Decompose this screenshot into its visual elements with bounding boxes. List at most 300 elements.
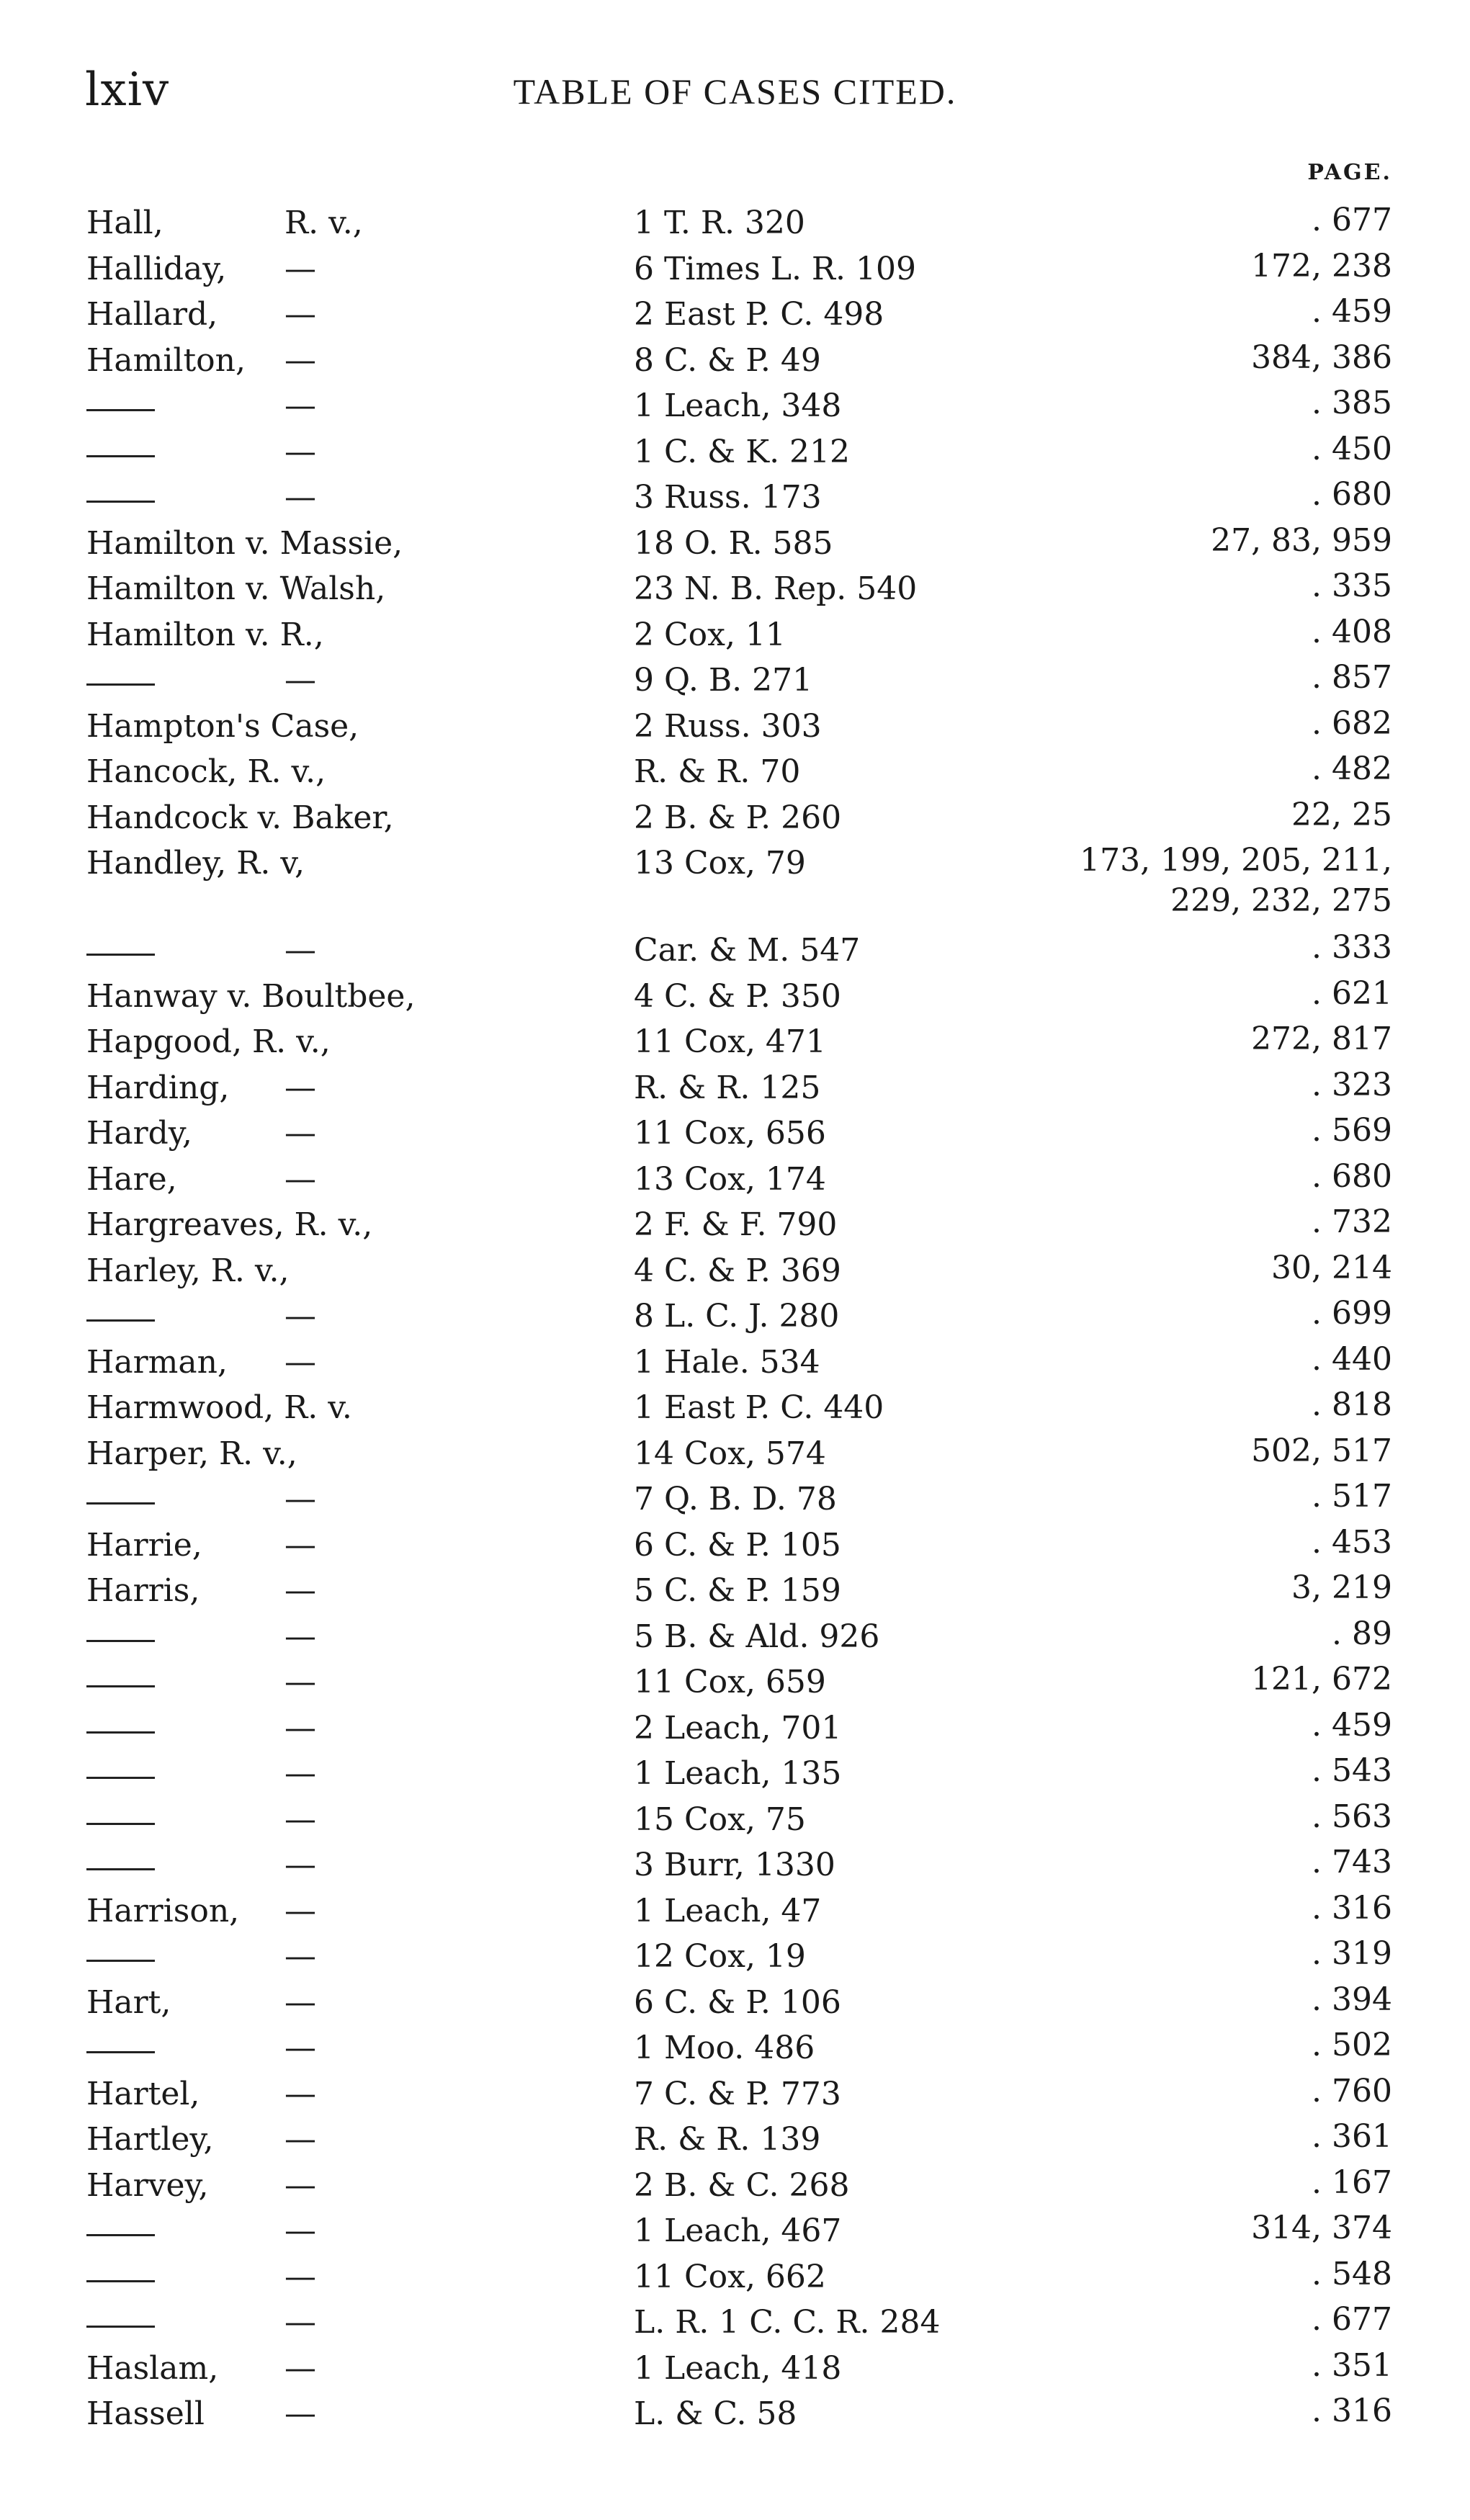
case-name: Hamilton v. Massie, bbox=[86, 524, 403, 562]
case-party-ditto: — bbox=[284, 1298, 316, 1335]
page-numbers bbox=[960, 1065, 1392, 1106]
citation: 2 Russ. 303 bbox=[634, 707, 822, 745]
case-name-cell bbox=[86, 2300, 648, 2346]
table-row bbox=[0, 292, 1470, 338]
case-name: Hamilton v. Walsh, bbox=[86, 570, 386, 607]
table-row bbox=[0, 1705, 1470, 1752]
citation: 5 C. & P. 159 bbox=[634, 1572, 841, 1609]
table-row bbox=[0, 2071, 1470, 2117]
case-name: Harmwood, R. v. bbox=[86, 1389, 352, 1426]
ditto-rule bbox=[86, 1731, 155, 1734]
table-row bbox=[0, 2300, 1470, 2346]
citation: 2 B. & C. 268 bbox=[634, 2166, 850, 2204]
case-name: Handley, R. v, bbox=[86, 845, 305, 882]
page-numbers-line: . 502 bbox=[1312, 2027, 1392, 2063]
table-row bbox=[0, 1340, 1470, 1386]
case-name-cell bbox=[86, 2071, 648, 2117]
page-numbers-line: 22, 25 bbox=[1291, 796, 1392, 833]
case-party-ditto: — bbox=[284, 433, 316, 470]
case-name-cell bbox=[86, 1934, 648, 1980]
page-numbers bbox=[960, 2300, 1392, 2340]
case-name-cell bbox=[86, 1111, 648, 1157]
page-numbers bbox=[960, 338, 1392, 378]
page-numbers-line: . 316 bbox=[1312, 1889, 1392, 1927]
case-name-cell bbox=[86, 795, 648, 841]
ditto-rule bbox=[86, 501, 155, 503]
table-row bbox=[0, 658, 1470, 704]
ditto-rule bbox=[86, 2234, 155, 2236]
page-numbers-line: . 333 bbox=[1312, 929, 1392, 966]
case-party-ditto: — bbox=[284, 341, 316, 379]
case-party-ditto: — bbox=[284, 1115, 316, 1152]
table-row bbox=[0, 2025, 1470, 2071]
case-table bbox=[0, 200, 1470, 2437]
case-party-ditto: — bbox=[284, 1526, 316, 1564]
case-party-ditto: — bbox=[284, 1755, 316, 1792]
ditto-rule bbox=[86, 1685, 155, 1687]
page-numbers bbox=[960, 2025, 1392, 2066]
case-name-cell bbox=[86, 1523, 648, 1569]
citation: 2 Cox, 11 bbox=[634, 616, 786, 653]
case-name-cell bbox=[86, 612, 648, 658]
page-numbers-line: . 89 bbox=[1332, 1615, 1392, 1652]
citation: 13 Cox, 79 bbox=[634, 845, 806, 882]
case-name: Handcock v. Baker, bbox=[86, 799, 394, 836]
citation: 11 Cox, 656 bbox=[634, 1115, 826, 1152]
citation: 1 T. R. 320 bbox=[634, 205, 805, 241]
table-row bbox=[0, 1293, 1470, 1340]
case-party-ditto: — bbox=[284, 1892, 316, 1929]
citation: 6 C. & P. 106 bbox=[634, 1983, 841, 2021]
citation: 7 C. & P. 773 bbox=[634, 2075, 841, 2112]
table-row bbox=[0, 2163, 1470, 2209]
citation: 13 Cox, 174 bbox=[634, 1160, 826, 1198]
page-numbers-line: 121, 672 bbox=[1251, 1661, 1392, 1698]
case-party-ditto: — bbox=[284, 387, 316, 424]
page-numbers bbox=[960, 2391, 1392, 2431]
page-numbers-line: 27, 83, 959 bbox=[1211, 521, 1392, 559]
page-numbers-line: . 316 bbox=[1312, 2393, 1392, 2429]
case-name-cell bbox=[86, 1019, 648, 1065]
case-party-ditto: — bbox=[284, 2349, 316, 2387]
ditto-rule bbox=[86, 1823, 155, 1825]
page-numbers bbox=[960, 704, 1392, 744]
citation: 1 Leach, 135 bbox=[634, 1755, 842, 1792]
page-numbers bbox=[960, 1202, 1392, 1242]
citation: 23 N. B. Rep. 540 bbox=[634, 570, 918, 607]
page-numbers bbox=[960, 1705, 1392, 1746]
citation: 8 L. C. J. 280 bbox=[634, 1298, 840, 1335]
citation: 1 C. & K. 212 bbox=[634, 433, 851, 470]
page-numbers bbox=[960, 1934, 1392, 1974]
case-name-cell bbox=[86, 1614, 648, 1660]
case-name: Hallard, bbox=[86, 296, 218, 333]
case-name: Harvey, bbox=[86, 2166, 209, 2204]
citation: 2 East P. C. 498 bbox=[634, 296, 884, 333]
page-numbers-line: . 517 bbox=[1312, 1478, 1392, 1515]
page-numbers bbox=[960, 658, 1392, 698]
case-name-cell bbox=[86, 2117, 648, 2163]
page-numbers-line: . 335 bbox=[1312, 568, 1392, 604]
page-numbers-line: 502, 517 bbox=[1251, 1432, 1392, 1469]
case-name-cell bbox=[86, 658, 648, 704]
case-party-ditto: — bbox=[284, 1160, 316, 1198]
ditto-rule bbox=[86, 683, 155, 686]
page-numbers bbox=[960, 2208, 1392, 2248]
case-party-ditto: — bbox=[284, 1481, 316, 1517]
page-numbers-line: . 818 bbox=[1312, 1386, 1392, 1423]
case-name-cell bbox=[86, 1659, 648, 1705]
citation: 3 Burr, 1330 bbox=[634, 1847, 835, 1883]
citation: 2 F. & F. 790 bbox=[634, 1206, 838, 1243]
page-numbers-line: . 760 bbox=[1312, 2072, 1392, 2109]
page-numbers bbox=[960, 1888, 1392, 1929]
case-name-cell bbox=[86, 1476, 648, 1523]
case-name: Hartley, bbox=[86, 2121, 214, 2158]
table-row bbox=[0, 1431, 1470, 1477]
case-name: Hare, bbox=[86, 1160, 177, 1198]
page-numbers bbox=[960, 1157, 1392, 1197]
case-name-cell bbox=[86, 2391, 648, 2437]
page-numbers bbox=[960, 612, 1392, 653]
case-party-ditto: — bbox=[284, 2030, 316, 2066]
case-name-cell bbox=[86, 1157, 648, 1203]
case-name-cell bbox=[86, 566, 648, 612]
case-name-cell bbox=[86, 200, 648, 246]
page-column-header: PAGE. bbox=[1307, 160, 1392, 185]
case-name: Hassell bbox=[86, 2395, 205, 2432]
table-row bbox=[0, 2208, 1470, 2254]
page-numbers-line: . 569 bbox=[1312, 1112, 1392, 1149]
case-party-ditto: — bbox=[284, 1664, 316, 1700]
page-numbers-line: 229, 232, 275 bbox=[1170, 882, 1392, 919]
page-numbers bbox=[960, 1111, 1392, 1151]
case-party-ditto: — bbox=[284, 1618, 316, 1655]
case-party-ditto: — bbox=[284, 1069, 316, 1106]
page-numbers bbox=[960, 1751, 1392, 1791]
case-name-cell bbox=[86, 1248, 648, 1294]
table-row bbox=[0, 1980, 1470, 2026]
table-row bbox=[0, 1248, 1470, 1294]
case-name: Hamilton, bbox=[86, 341, 246, 379]
table-row bbox=[0, 840, 1470, 928]
case-party-ditto: — bbox=[284, 1983, 316, 2021]
case-party-ditto: — bbox=[284, 2212, 316, 2249]
table-row bbox=[0, 475, 1470, 521]
case-name: Hanway v. Boultbee, bbox=[86, 977, 416, 1015]
page-numbers bbox=[960, 292, 1392, 332]
table-row bbox=[0, 1019, 1470, 1065]
page-numbers-line: . 743 bbox=[1312, 1844, 1392, 1880]
case-name-cell bbox=[86, 974, 648, 1020]
page-numbers bbox=[960, 1659, 1392, 1700]
page-numbers bbox=[960, 429, 1392, 470]
page-numbers-line: 384, 386 bbox=[1251, 338, 1392, 376]
page-numbers bbox=[960, 1385, 1392, 1425]
citation: 1 Leach, 47 bbox=[634, 1892, 822, 1929]
case-name: Harding, bbox=[86, 1069, 230, 1106]
case-name-cell bbox=[86, 246, 648, 292]
case-party-ditto: — bbox=[284, 932, 316, 969]
citation: 1 Hale. 534 bbox=[634, 1343, 820, 1381]
table-row bbox=[0, 1842, 1470, 1888]
table-row bbox=[0, 1111, 1470, 1157]
page-numbers bbox=[960, 1340, 1392, 1380]
table-row bbox=[0, 1797, 1470, 1843]
page-numbers bbox=[960, 1293, 1392, 1334]
table-row bbox=[0, 1659, 1470, 1705]
case-party-ditto: R. v., bbox=[284, 205, 363, 241]
citation: 18 O. R. 585 bbox=[634, 524, 833, 562]
page-numbers bbox=[960, 475, 1392, 515]
page-numbers-line: . 450 bbox=[1312, 430, 1392, 467]
citation: 1 Leach, 467 bbox=[634, 2212, 842, 2249]
citation: 2 Leach, 701 bbox=[634, 1709, 842, 1746]
page-numbers-line: . 563 bbox=[1312, 1798, 1392, 1835]
page-numbers bbox=[960, 1842, 1392, 1883]
citation: 6 C. & P. 105 bbox=[634, 1526, 841, 1564]
case-name: Haslam, bbox=[86, 2349, 219, 2387]
page-numbers bbox=[960, 2071, 1392, 2112]
case-party-ditto: — bbox=[284, 2395, 316, 2432]
page-folio: lxiv bbox=[85, 63, 170, 117]
citation: 11 Cox, 659 bbox=[634, 1664, 826, 1700]
page-numbers-line: 314, 374 bbox=[1251, 2210, 1392, 2246]
case-name-cell bbox=[86, 1797, 648, 1843]
citation: 1 Leach, 418 bbox=[634, 2349, 842, 2387]
table-row bbox=[0, 974, 1470, 1020]
citation: 12 Cox, 19 bbox=[634, 1938, 806, 1975]
page-numbers bbox=[960, 521, 1392, 561]
page-numbers bbox=[960, 200, 1392, 241]
ditto-rule bbox=[86, 1319, 155, 1322]
page-numbers bbox=[960, 1980, 1392, 2020]
ditto-rule bbox=[86, 2051, 155, 2053]
case-name: Hampton's Case, bbox=[86, 707, 359, 745]
page-numbers-line: . 453 bbox=[1312, 1523, 1392, 1561]
case-party-ditto: — bbox=[284, 1847, 316, 1883]
page-numbers-line: . 680 bbox=[1312, 1157, 1392, 1195]
case-party-ditto: — bbox=[284, 1343, 316, 1381]
citation: 7 Q. B. D. 78 bbox=[634, 1481, 837, 1517]
page-numbers-line: 30, 214 bbox=[1271, 1249, 1392, 1286]
table-row bbox=[0, 704, 1470, 750]
page-numbers bbox=[960, 928, 1392, 968]
page-numbers-line: . 167 bbox=[1312, 2163, 1392, 2201]
page-numbers bbox=[960, 246, 1392, 287]
citation: 14 Cox, 574 bbox=[634, 1435, 826, 1472]
case-name: Harper, R. v., bbox=[86, 1435, 297, 1472]
table-row bbox=[0, 338, 1470, 384]
case-name-cell bbox=[86, 1751, 648, 1797]
citation: 1 Moo. 486 bbox=[634, 2030, 815, 2066]
citation: 8 C. & P. 49 bbox=[634, 341, 821, 379]
case-party-ditto: — bbox=[284, 1709, 316, 1746]
case-name-cell bbox=[86, 2163, 648, 2209]
table-row bbox=[0, 1157, 1470, 1203]
page-numbers-line: . 699 bbox=[1312, 1295, 1392, 1332]
citation: 2 B. & P. 260 bbox=[634, 799, 842, 836]
page-numbers-line: . 857 bbox=[1312, 659, 1392, 696]
ditto-rule bbox=[86, 1777, 155, 1779]
case-name-cell bbox=[86, 1842, 648, 1888]
case-party-ditto: — bbox=[284, 2304, 316, 2341]
citation: 9 Q. B. 271 bbox=[634, 662, 813, 699]
case-name-cell bbox=[86, 840, 648, 887]
page-numbers bbox=[960, 974, 1392, 1014]
table-row bbox=[0, 1065, 1470, 1111]
page-title: TABLE OF CASES CITED. bbox=[513, 71, 957, 112]
case-name-cell bbox=[86, 749, 648, 795]
ditto-rule bbox=[86, 2280, 155, 2282]
case-name-cell bbox=[86, 928, 648, 974]
page-numbers bbox=[960, 1431, 1392, 1471]
case-name-cell bbox=[86, 475, 648, 521]
table-row bbox=[0, 1751, 1470, 1797]
case-name-cell bbox=[86, 704, 648, 750]
case-name: Hartel, bbox=[86, 2075, 200, 2112]
table-row bbox=[0, 200, 1470, 246]
table-row bbox=[0, 2391, 1470, 2437]
page-numbers-line: . 543 bbox=[1312, 1752, 1392, 1789]
page-numbers-line: . 440 bbox=[1312, 1340, 1392, 1378]
ditto-rule bbox=[86, 954, 155, 956]
case-name: Harrie, bbox=[86, 1526, 202, 1564]
page-numbers bbox=[960, 840, 1392, 921]
page-numbers bbox=[960, 2346, 1392, 2386]
page-numbers bbox=[960, 1019, 1392, 1059]
ditto-rule bbox=[86, 455, 155, 457]
page-numbers-line: . 408 bbox=[1312, 613, 1392, 650]
case-name: Harley, R. v., bbox=[86, 1252, 290, 1289]
table-row bbox=[0, 429, 1470, 475]
case-party-ditto: — bbox=[284, 1938, 316, 1975]
table-row bbox=[0, 521, 1470, 567]
page-numbers-line: . 677 bbox=[1312, 2301, 1392, 2338]
case-name: Harris, bbox=[86, 1572, 200, 1609]
page-numbers bbox=[960, 795, 1392, 835]
case-party-ditto: — bbox=[284, 1801, 316, 1838]
citation: 1 East P. C. 440 bbox=[634, 1389, 884, 1426]
table-row bbox=[0, 1385, 1470, 1431]
case-name-cell bbox=[86, 1980, 648, 2026]
table-row bbox=[0, 1614, 1470, 1660]
page-numbers-line: . 394 bbox=[1312, 1981, 1392, 2018]
page-numbers-line: 3, 219 bbox=[1291, 1569, 1392, 1606]
page-numbers bbox=[960, 1614, 1392, 1654]
case-name-cell bbox=[86, 383, 648, 429]
citation: 6 Times L. R. 109 bbox=[634, 250, 917, 287]
case-name-cell bbox=[86, 1293, 648, 1340]
page-numbers bbox=[960, 1248, 1392, 1288]
page-numbers bbox=[960, 2254, 1392, 2295]
citation: R. & R. 139 bbox=[634, 2121, 821, 2158]
case-name-cell bbox=[86, 2025, 648, 2071]
citation: 5 B. & Ald. 926 bbox=[634, 1618, 880, 1655]
case-party-ditto: — bbox=[284, 662, 316, 699]
citation: 11 Cox, 662 bbox=[634, 2258, 826, 2295]
page-numbers-line: . 361 bbox=[1312, 2118, 1392, 2155]
page-numbers-line: . 482 bbox=[1312, 750, 1392, 787]
citation: R. & R. 70 bbox=[634, 753, 801, 790]
page-numbers-line: . 680 bbox=[1312, 476, 1392, 513]
page-numbers bbox=[960, 749, 1392, 789]
page-numbers bbox=[960, 1797, 1392, 1837]
case-name-cell bbox=[86, 2254, 648, 2300]
page-numbers bbox=[960, 2163, 1392, 2203]
citation: 4 C. & P. 369 bbox=[634, 1252, 841, 1289]
page-numbers-line: 173, 199, 205, 211, bbox=[1080, 842, 1392, 879]
citation: Car. & M. 547 bbox=[634, 932, 861, 969]
case-name: Hardy, bbox=[86, 1115, 192, 1152]
page-numbers-line: . 459 bbox=[1312, 293, 1392, 330]
page-numbers bbox=[960, 566, 1392, 606]
page-numbers-line: . 548 bbox=[1312, 2255, 1392, 2292]
citation: L. & C. 58 bbox=[634, 2395, 797, 2432]
case-party-ditto: — bbox=[284, 2258, 316, 2295]
page-numbers bbox=[960, 1523, 1392, 1563]
case-name-cell bbox=[86, 292, 648, 338]
citation: 11 Cox, 471 bbox=[634, 1023, 826, 1060]
page-numbers bbox=[960, 383, 1392, 423]
table-row bbox=[0, 749, 1470, 795]
page-numbers bbox=[960, 1568, 1392, 1608]
case-name: Hancock, R. v., bbox=[86, 753, 326, 790]
case-name-cell bbox=[86, 2208, 648, 2254]
ditto-rule bbox=[86, 1868, 155, 1870]
table-row bbox=[0, 2254, 1470, 2300]
case-name: Harrison, bbox=[86, 1892, 240, 1929]
page-numbers-line: . 385 bbox=[1312, 385, 1392, 421]
table-row bbox=[0, 1888, 1470, 1934]
table-row bbox=[0, 1202, 1470, 1248]
table-row bbox=[0, 2117, 1470, 2163]
citation: 1 Leach, 348 bbox=[634, 387, 842, 424]
case-name-cell bbox=[86, 338, 648, 384]
case-party-ditto: — bbox=[284, 296, 316, 333]
page-numbers-line: . 682 bbox=[1312, 704, 1392, 742]
ditto-rule bbox=[86, 1640, 155, 1642]
case-name-cell bbox=[86, 1431, 648, 1477]
ditto-rule bbox=[86, 2326, 155, 2328]
page-numbers bbox=[960, 1476, 1392, 1517]
table-row bbox=[0, 1523, 1470, 1569]
page-numbers-line: . 459 bbox=[1312, 1706, 1392, 1744]
table-row bbox=[0, 2346, 1470, 2392]
case-name-cell bbox=[86, 429, 648, 475]
page-numbers-line: . 732 bbox=[1312, 1203, 1392, 1240]
case-name: Halliday, bbox=[86, 250, 227, 287]
page-numbers-line: . 323 bbox=[1312, 1066, 1392, 1103]
case-name-cell bbox=[86, 1568, 648, 1614]
page-numbers-line: . 677 bbox=[1312, 202, 1392, 238]
table-row bbox=[0, 1568, 1470, 1614]
citation: R. & R. 125 bbox=[634, 1069, 821, 1106]
case-name-cell bbox=[86, 2346, 648, 2392]
case-party-ditto: — bbox=[284, 2166, 316, 2204]
case-party-ditto: — bbox=[284, 2075, 316, 2112]
case-name-cell bbox=[86, 1340, 648, 1386]
page-numbers bbox=[960, 2117, 1392, 2157]
table-row bbox=[0, 795, 1470, 841]
case-name-cell bbox=[86, 521, 648, 567]
page-numbers-line: 272, 817 bbox=[1251, 1021, 1392, 1057]
case-name-cell bbox=[86, 1705, 648, 1752]
case-name-cell bbox=[86, 1065, 648, 1111]
case-party-ditto: — bbox=[284, 479, 316, 516]
case-name: Hargreaves, R. v., bbox=[86, 1206, 373, 1243]
citation: 15 Cox, 75 bbox=[634, 1801, 806, 1838]
